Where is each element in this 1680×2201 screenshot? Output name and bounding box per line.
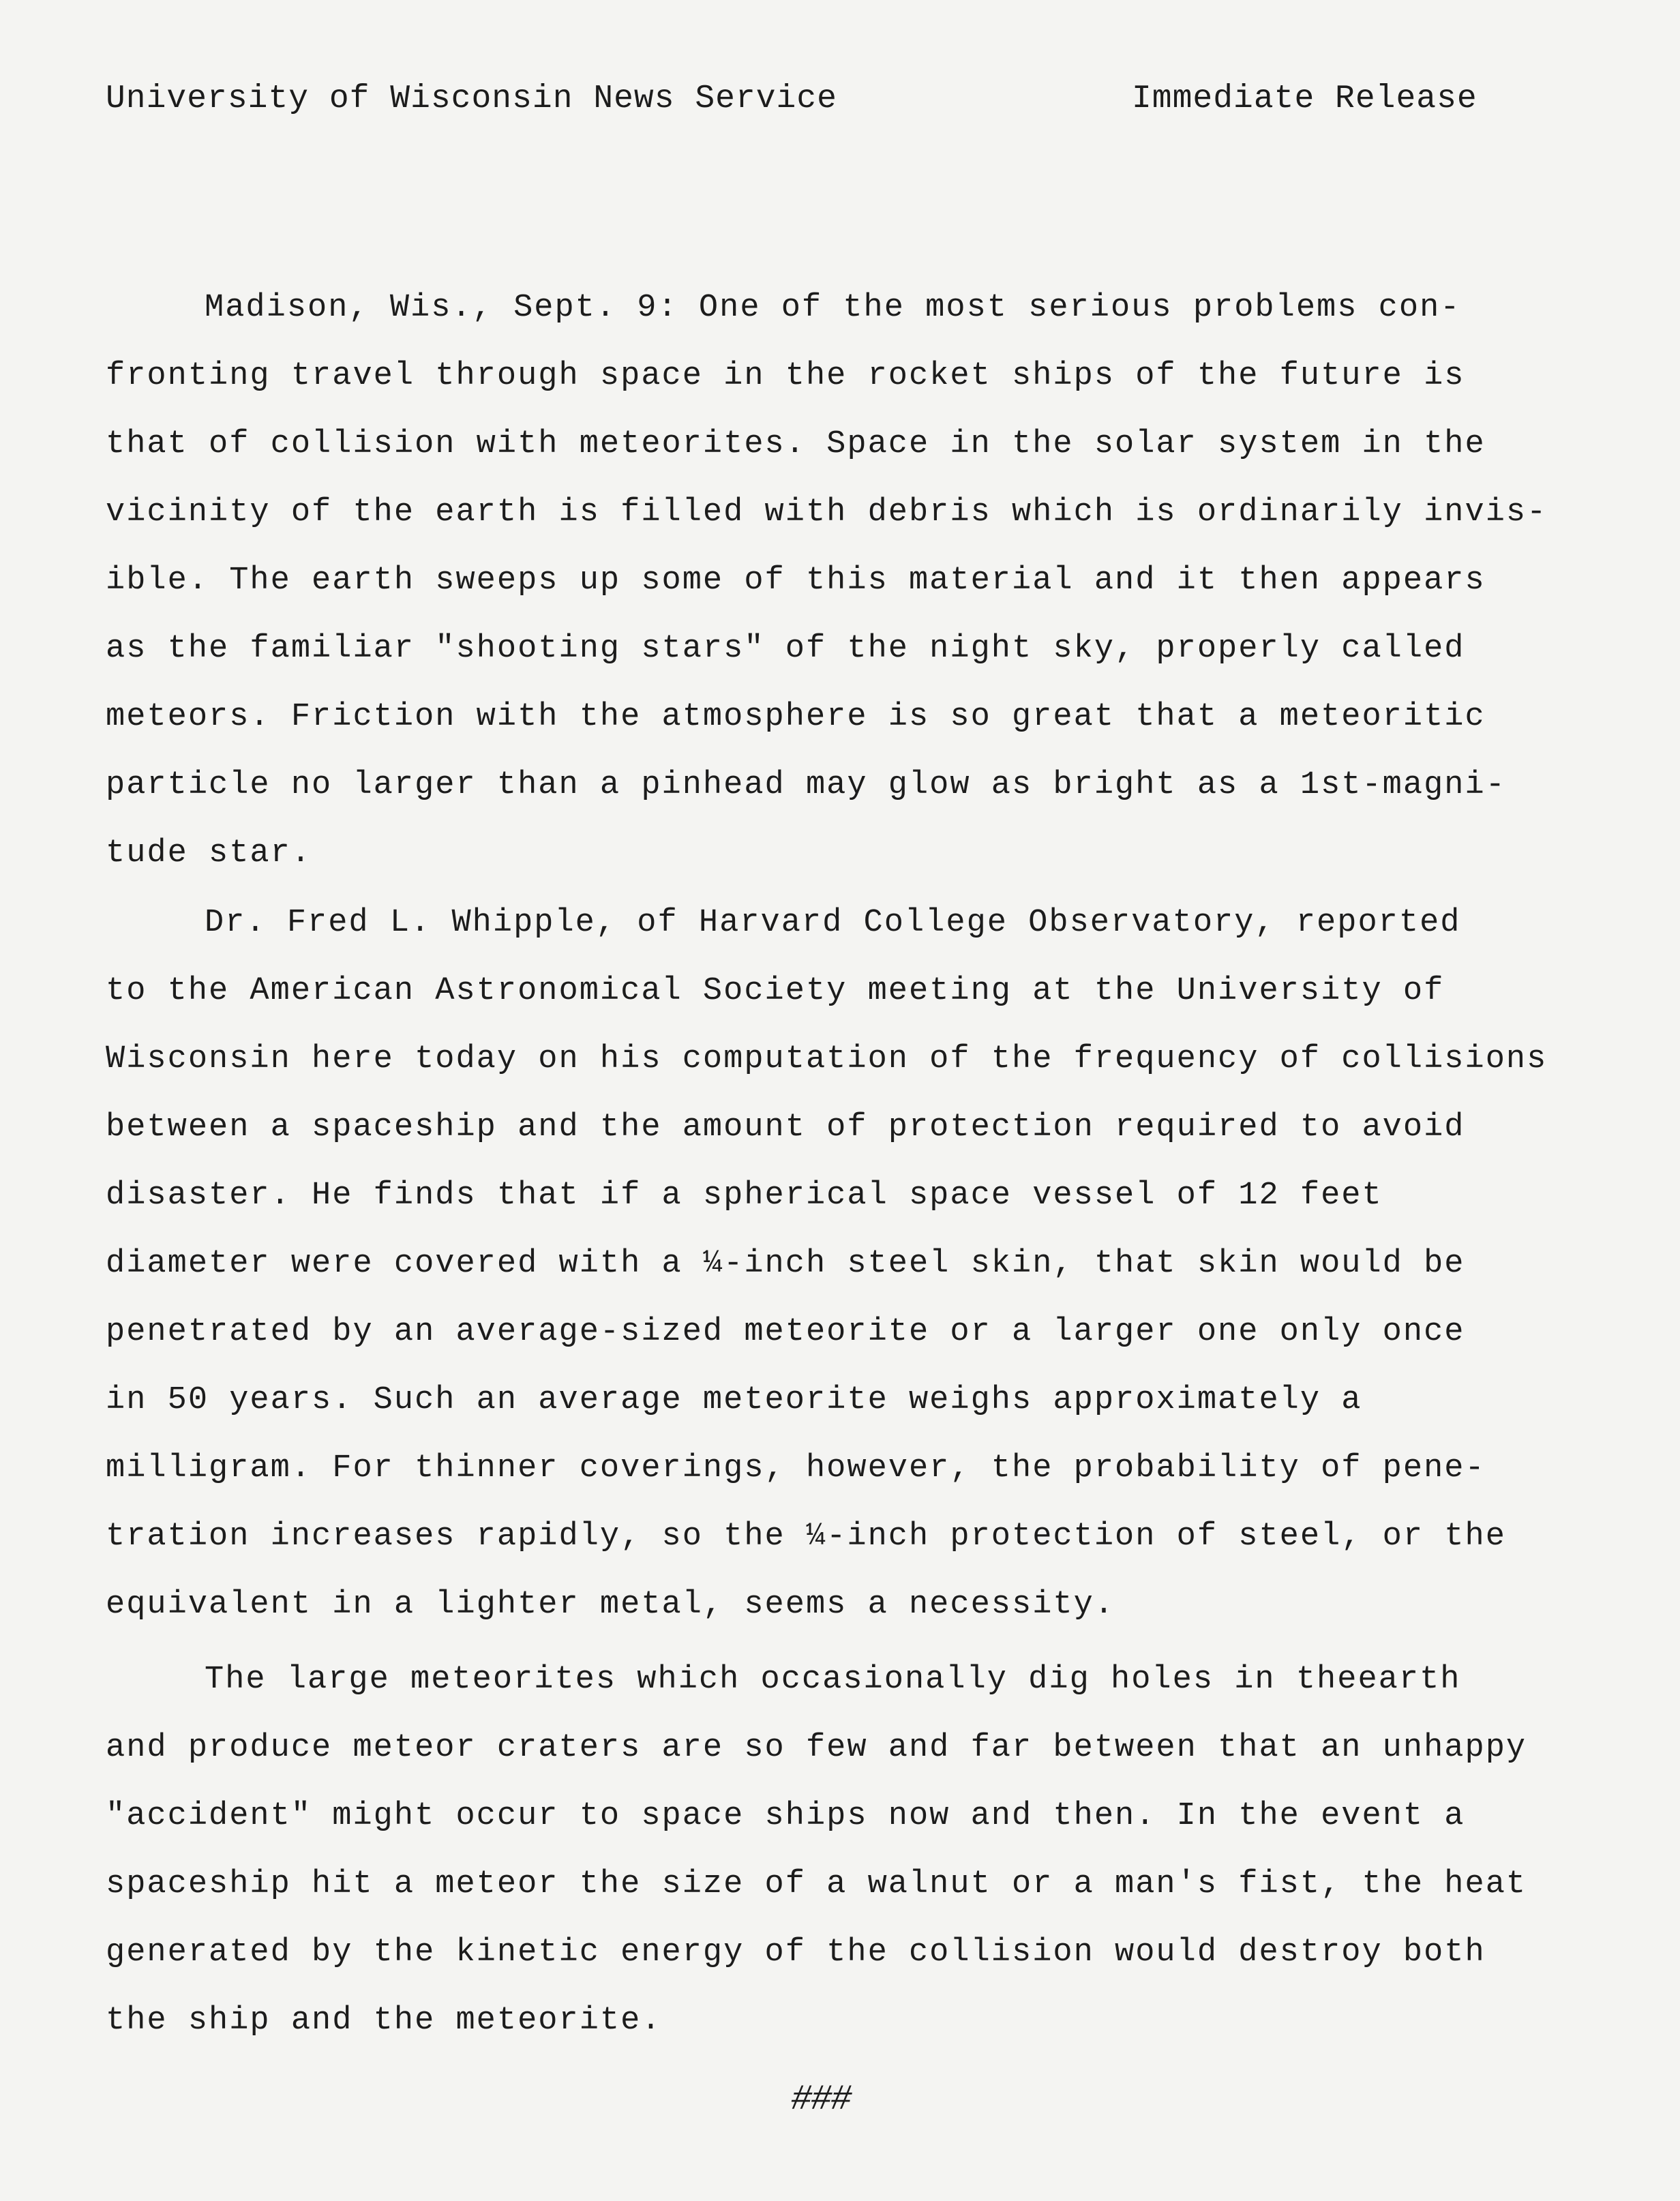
text-line: particle no larger than a pinhead may glow as bright as a 1st-magni- [106, 767, 1506, 803]
text-line: that of collision with meteorites. Space in the solar system in the [106, 426, 1486, 462]
text-line: The large meteorites which occasionally dig holes in theearth [205, 1662, 1461, 1698]
text-line: tude star. [106, 835, 312, 871]
text-line: "accident" might occur to space ships now and then. In the event a [106, 1798, 1465, 1834]
text-line: diameter were covered with a ¼-inch steel skin, that skin would be [106, 1246, 1465, 1282]
text-line: between a spaceship and the amount of protection required to avoid [106, 1109, 1465, 1146]
text-line: vicinity of the earth is filled with debris which is ordinarily invis- [106, 494, 1548, 530]
text-line: to the American Astronomical Society meeting at the University of [106, 973, 1445, 1009]
text-line: ible. The earth sweeps up some of this material and it then appears [106, 563, 1486, 599]
text-line: disaster. He finds that if a spherical space vessel of 12 feet [106, 1178, 1383, 1214]
release-label: Immediate Release [1132, 80, 1478, 117]
text-line: equivalent in a lighter metal, seems a necessity. [106, 1587, 1115, 1623]
end-mark: ### [791, 2080, 851, 2120]
text-line: Wisconsin here today on his computation of the frequency of collisions [106, 1041, 1548, 1077]
text-line: meteors. Friction with the atmosphere is so great that a meteoritic [106, 699, 1486, 735]
text-line: tration increases rapidly, so the ¼-inch protection of steel, or the [106, 1518, 1506, 1555]
text-line: generated by the kinetic energy of the collision would destroy both [106, 1934, 1486, 1971]
text-line: the ship and the meteorite. [106, 2003, 662, 2039]
text-line: penetrated by an average-sized meteorite or a larger one only once [106, 1314, 1465, 1350]
text-line: as the familiar "shooting stars" of the night sky, properly called [106, 631, 1465, 667]
text-line: spaceship hit a meteor the size of a walnut or a man's fist, the heat [106, 1866, 1527, 1902]
text-line: milligram. For thinner coverings, however, the probability of pene- [106, 1450, 1486, 1486]
text-line: and produce meteor craters are so few and far between that an unhappy [106, 1730, 1527, 1766]
text-line: Dr. Fred L. Whipple, of Harvard College Observatory, reported [205, 905, 1461, 941]
text-line: fronting travel through space in the rocket ships of the future is [106, 358, 1465, 394]
text-line: in 50 years. Such an average meteorite weighs approximately a [106, 1382, 1362, 1418]
news-service-name: University of Wisconsin News Service [106, 80, 837, 117]
text-line: Madison, Wis., Sept. 9: One of the most serious problems con- [205, 290, 1461, 326]
